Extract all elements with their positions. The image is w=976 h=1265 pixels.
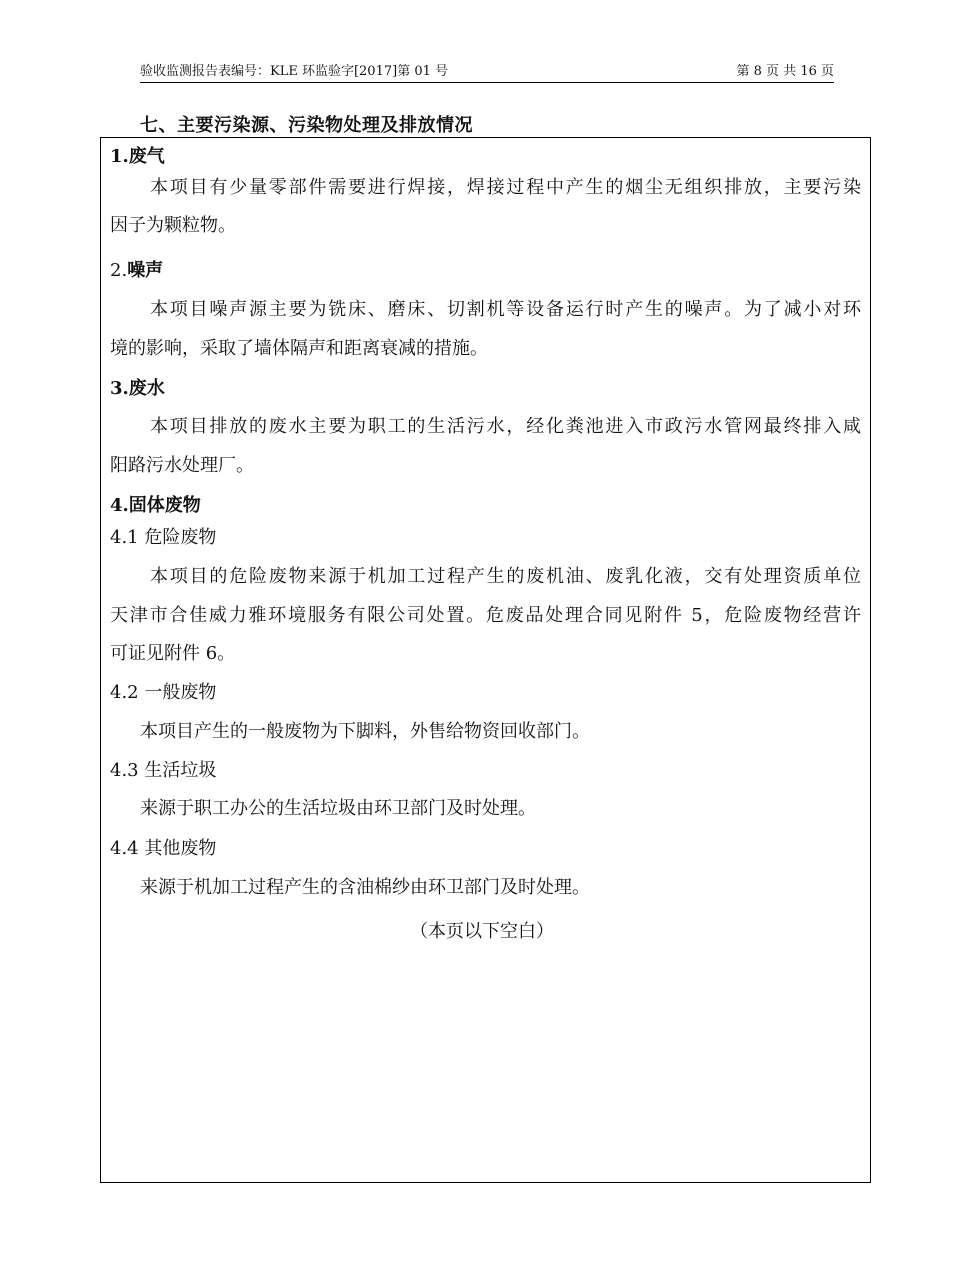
domestic-waste-heading: 4.3 生活垃圾 bbox=[110, 760, 217, 781]
noise-para-line2: 境的影响，采取了墙体隔声和距离衰减的措施。 bbox=[110, 338, 488, 359]
waste-water-para-line1: 本项目排放的废水主要为职工的生活污水，经化粪池进入市政污水管网最终排入咸 bbox=[150, 416, 861, 437]
solid-waste-heading: 4.固体废物 bbox=[110, 495, 201, 516]
general-waste-para: 本项目产生的一般废物为下脚料，外售给物资回收部门。 bbox=[140, 721, 590, 742]
noise-para-line1: 本项目噪声源主要为铣床、磨床、切割机等设备运行时产生的噪声。为了减小对环 bbox=[150, 299, 861, 320]
noise-heading-text: 噪声 bbox=[127, 260, 164, 281]
page-header bbox=[140, 60, 834, 83]
section-title: 七、主要污染源、污染物处理及排放情况 bbox=[140, 115, 473, 136]
report-number: 验收监测报告表编号：KLE 环监验字[2017]第 01 号 bbox=[140, 64, 449, 79]
hazardous-waste-heading: 4.1 危险废物 bbox=[110, 527, 217, 548]
general-waste-heading: 4.2 一般废物 bbox=[110, 682, 217, 703]
domestic-waste-para: 来源于职工办公的生活垃圾由环卫部门及时处理。 bbox=[140, 798, 536, 819]
hazardous-waste-para-line3: 可证见附件 6。 bbox=[110, 643, 236, 664]
other-waste-para: 来源于机加工过程产生的含油棉纱由环卫部门及时处理。 bbox=[140, 877, 590, 898]
blank-note: （本页以下空白） bbox=[410, 921, 554, 942]
hazardous-waste-para-line1: 本项目的危险废物来源于机加工过程产生的废机油、废乳化液，交有处理资质单位 bbox=[150, 566, 861, 587]
waste-water-heading: 3.废水 bbox=[110, 378, 165, 399]
other-waste-heading: 4.4 其他废物 bbox=[110, 838, 217, 859]
waste-water-para-line2: 阳路污水处理厂。 bbox=[110, 455, 254, 476]
hazardous-waste-para-line2: 天津市合佳威力雅环境服务有限公司处置。危废品处理合同见附件 5，危险废物经营许 bbox=[110, 605, 861, 626]
page-info: 第 8 页 共 16 页 bbox=[736, 64, 834, 79]
noise-heading-num: 2. bbox=[110, 260, 128, 281]
waste-gas-para-line2: 因子为颗粒物。 bbox=[110, 215, 236, 236]
waste-gas-para-line1: 本项目有少量零部件需要进行焊接，焊接过程中产生的烟尘无组织排放，主要污染 bbox=[150, 177, 861, 198]
noise-heading bbox=[110, 259, 163, 283]
waste-gas-heading: 1.废气 bbox=[110, 146, 165, 167]
